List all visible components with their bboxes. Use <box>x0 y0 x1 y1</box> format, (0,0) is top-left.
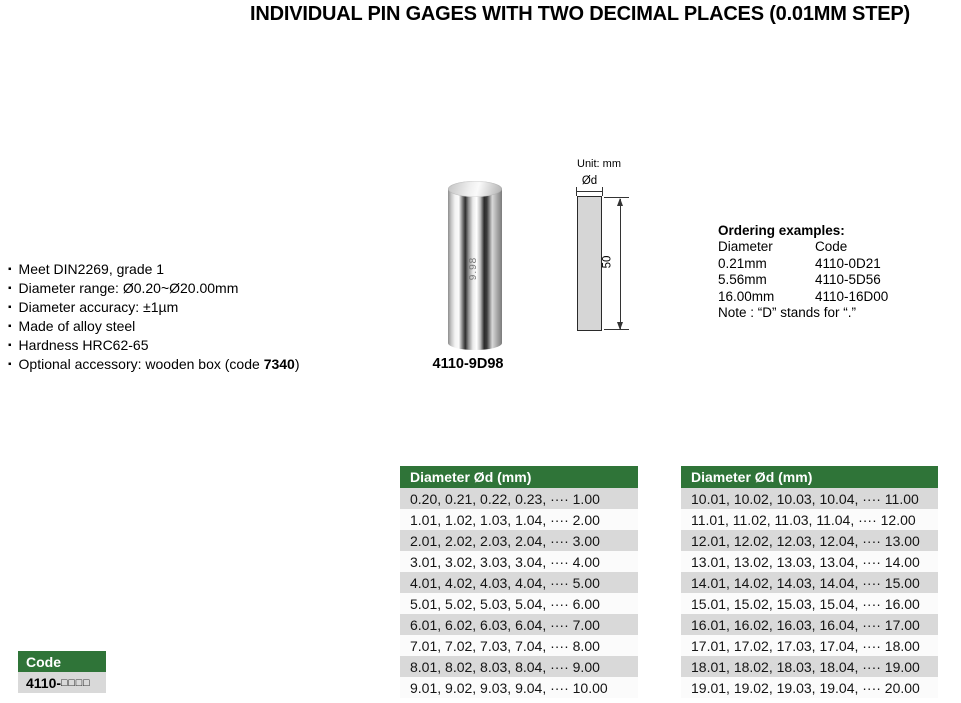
ordering-note: Note : “D” stands for “.” <box>718 305 857 321</box>
table-row: 15.01, 15.02, 15.03, 15.04, ···· 16.00 <box>681 593 938 614</box>
table-row: 11.01, 11.02, 11.03, 11.04, ···· 12.00 <box>681 509 938 530</box>
ordering-examples <box>718 223 958 321</box>
pin-body <box>448 189 502 350</box>
table-header: Diameter Ød (mm) <box>681 466 938 488</box>
diameter-table-right <box>681 466 938 698</box>
ordering-diameter: 0.21mm <box>718 255 767 271</box>
table-row: 1.01, 1.02, 1.03, 1.04, ···· 2.00 <box>400 509 638 530</box>
drawing-unit-label: Unit: mm <box>577 158 621 170</box>
ordering-code: 4110-5D56 <box>815 272 881 288</box>
code-box-value <box>18 672 106 693</box>
diameter-table-left <box>400 466 638 698</box>
feature-item <box>8 260 300 279</box>
order-code-box <box>18 651 106 693</box>
feature-item <box>8 298 300 317</box>
feature-item <box>8 336 300 355</box>
table-row: 2.01, 2.02, 2.03, 2.04, ···· 3.00 <box>400 530 638 551</box>
feature-item <box>8 317 300 336</box>
code-placeholder-boxes: □□□□ <box>61 677 91 689</box>
bullet-icon: ▪ <box>8 359 12 370</box>
diameter-dimension-line <box>576 191 603 192</box>
table-row: 9.01, 9.02, 9.03, 9.04, ···· 10.00 <box>400 677 638 698</box>
table-header: Diameter Ød (mm) <box>400 466 638 488</box>
pin-top-face <box>448 181 502 197</box>
ordering-col-diameter: Diameter <box>718 239 773 255</box>
drawing-diameter-label: Ød <box>581 175 598 187</box>
pin-gage-photo <box>448 181 502 350</box>
table-row: 17.01, 17.02, 17.03, 17.04, ···· 18.00 <box>681 635 938 656</box>
ordering-diameter: 16.00mm <box>718 288 775 304</box>
bullet-icon: ▪ <box>8 283 12 294</box>
table-row: 7.01, 7.02, 7.03, 7.04, ···· 8.00 <box>400 635 638 656</box>
ordering-code: 4110-0D21 <box>815 255 881 271</box>
table-row: 3.01, 3.02, 3.03, 3.04, ···· 4.00 <box>400 551 638 572</box>
length-dimension-line <box>620 199 621 329</box>
bullet-icon: ▪ <box>8 302 12 313</box>
table-row: 16.01, 16.02, 16.03, 16.04, ···· 17.00 <box>681 614 938 635</box>
drawing-length-label: 50 <box>601 255 614 269</box>
ordering-col-code: Code <box>815 239 848 255</box>
page-title: INDIVIDUAL PIN GAGES WITH TWO DECIMAL PLACES (0.01MM STEP) <box>250 3 910 25</box>
table-row: 19.01, 19.02, 19.03, 19.04, ···· 20.00 <box>681 677 938 698</box>
feature-text: Diameter accuracy: ±1µm <box>18 299 179 315</box>
table-row: 4.01, 4.02, 4.03, 4.04, ···· 5.00 <box>400 572 638 593</box>
table-rows <box>400 488 638 698</box>
feature-item <box>8 279 300 298</box>
feature-list <box>8 260 300 374</box>
feature-text: Meet DIN2269, grade 1 <box>18 261 165 277</box>
table-row: 14.01, 14.02, 14.03, 14.04, ···· 15.00 <box>681 572 938 593</box>
arrow-up-icon <box>617 198 623 206</box>
ordering-diameter: 5.56mm <box>718 272 767 288</box>
dimension-tick <box>576 187 577 196</box>
feature-text: Hardness HRC62-65 <box>18 337 149 353</box>
table-row: 13.01, 13.02, 13.03, 13.04, ···· 14.00 <box>681 551 938 572</box>
pin-engraving: 9.98 <box>468 256 480 281</box>
table-row: 12.01, 12.02, 12.03, 12.04, ···· 13.00 <box>681 530 938 551</box>
code-box-header: Code <box>18 651 106 672</box>
table-rows <box>681 488 938 698</box>
product-model-label: 4110-9D98 <box>432 356 504 372</box>
ordering-code: 4110-16D00 <box>815 288 889 304</box>
bullet-icon: ▪ <box>8 321 12 332</box>
table-row: 10.01, 10.02, 10.03, 10.04, ···· 11.00 <box>681 488 938 509</box>
table-row: 8.01, 8.02, 8.03, 8.04, ···· 9.00 <box>400 656 638 677</box>
code-prefix: 4110- <box>26 674 62 691</box>
feature-text: Optional accessory: wooden box (code 7340) <box>18 356 300 372</box>
bullet-icon: ▪ <box>8 264 12 275</box>
dimension-tick <box>602 187 603 196</box>
feature-text: Diameter range: Ø0.20~Ø20.00mm <box>18 280 239 296</box>
ordering-table <box>718 239 958 305</box>
arrow-down-icon <box>617 322 623 330</box>
table-row: 0.20, 0.21, 0.22, 0.23, ···· 1.00 <box>400 488 638 509</box>
table-row: 6.01, 6.02, 6.03, 6.04, ···· 7.00 <box>400 614 638 635</box>
bullet-icon: ▪ <box>8 340 12 351</box>
table-row: 18.01, 18.02, 18.03, 18.04, ···· 19.00 <box>681 656 938 677</box>
accessory-code: 7340 <box>263 356 295 372</box>
feature-text: Made of alloy steel <box>18 318 136 334</box>
pin-outline-drawing <box>577 196 602 331</box>
table-row: 5.01, 5.02, 5.03, 5.04, ···· 6.00 <box>400 593 638 614</box>
ordering-heading: Ordering examples: <box>718 223 845 238</box>
feature-item-optional-accessory <box>8 355 300 374</box>
